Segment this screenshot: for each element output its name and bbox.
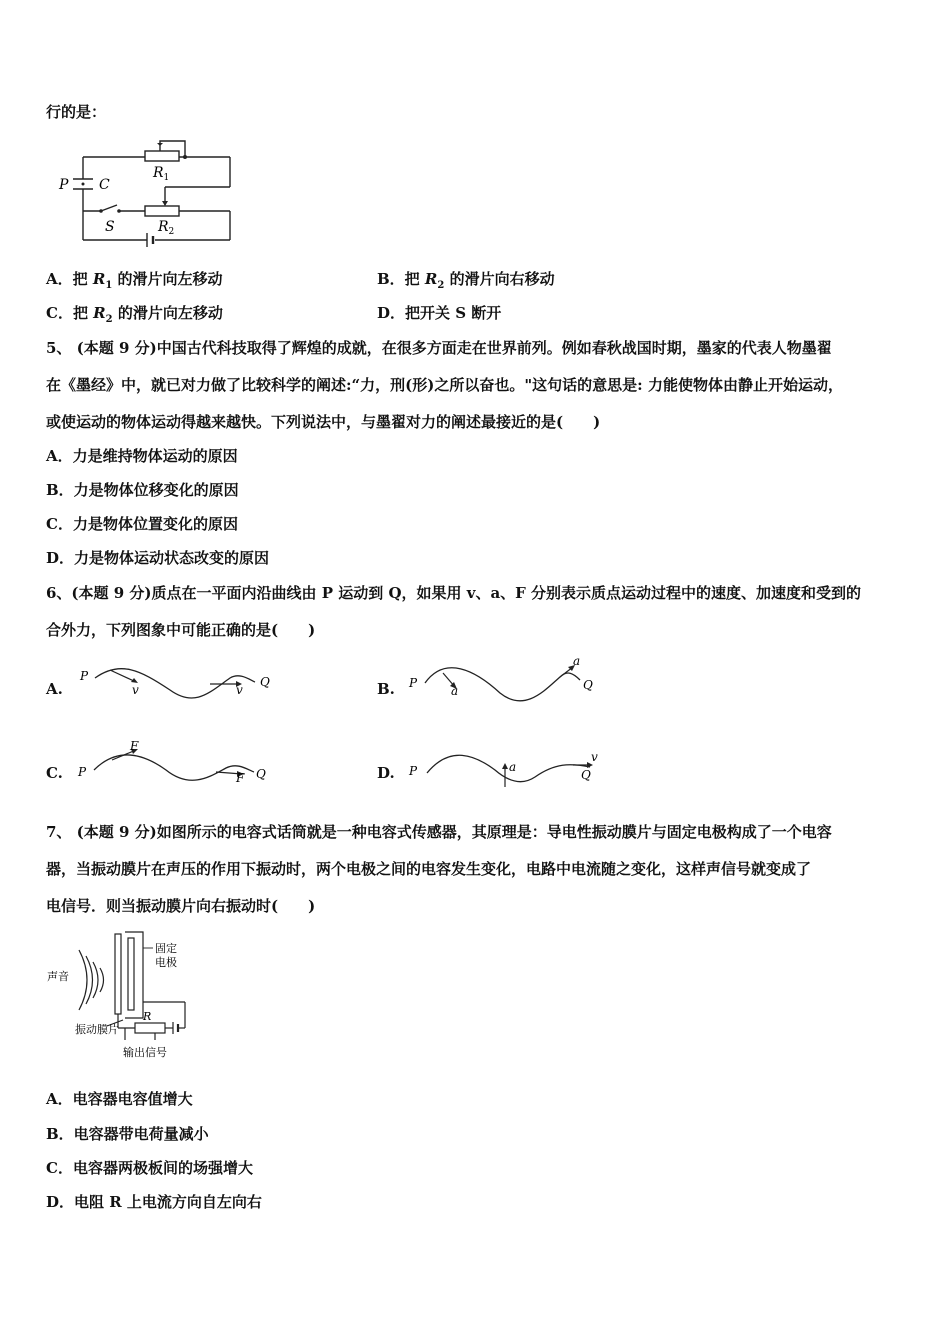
q5-text-line: 或使运动的物体运动得越来越快。下列说法中，与墨翟对力的阐述最接近的是( ) bbox=[46, 413, 601, 431]
label-q: Q bbox=[260, 675, 270, 689]
label-q: Q bbox=[583, 678, 593, 692]
label-q: Q bbox=[581, 768, 591, 782]
q6-text-line: 6、(本题 9 分)质点在一平面内沿曲线由 P 运动到 Q，如果用 v、a、F 分别表示质点运动过程中的速度、加速度和受到的 bbox=[46, 584, 862, 602]
q7-option-a: A．电容器电容值增大 bbox=[46, 1090, 193, 1108]
q5-text-line: 5、 (本题 9 分)中国古代科技取得了辉煌的成就，在很多方面走在世界前列。例如春秋战国时期，墨家的代表人物墨翟 bbox=[46, 339, 832, 357]
q4-circuit-figure bbox=[55, 135, 240, 255]
q5-option-b: B．力是物体位移变化的原因 bbox=[46, 481, 239, 499]
q7-text-line: 电信号．则当振动膜片向右振动时( ) bbox=[46, 897, 316, 915]
label-r2: $R_2$ bbox=[158, 219, 175, 237]
q6-option-a-label: A. bbox=[46, 680, 63, 698]
label-fixed-electrode: 固定 bbox=[155, 942, 177, 955]
label-fixed-electrode: 电极 bbox=[155, 956, 177, 969]
q4-option-d: D．把开关 S 断开 bbox=[377, 304, 502, 322]
label-output: 输出信号 bbox=[123, 1046, 167, 1059]
q5-option-d: D．力是物体运动状态改变的原因 bbox=[46, 549, 270, 567]
label-p: P bbox=[409, 676, 418, 690]
q6-graph-d bbox=[405, 745, 615, 795]
q6-text-line: 合外力，下列图象中可能正确的是( ) bbox=[46, 621, 316, 639]
label-c: C bbox=[99, 177, 110, 193]
label-s: S bbox=[105, 219, 115, 235]
label-f: F bbox=[130, 739, 139, 753]
label-p: P bbox=[80, 669, 89, 683]
label-a: a bbox=[573, 654, 581, 668]
label-p: P bbox=[409, 764, 418, 778]
q5-option-a: A．力是维持物体运动的原因 bbox=[46, 447, 238, 465]
q4-option-a: A．把 $R_1$ 的滑片向左移动 bbox=[46, 270, 223, 291]
label-diaphragm: 振动膜片 bbox=[75, 1023, 119, 1036]
label-v: v bbox=[591, 750, 598, 764]
q6-graph-c bbox=[76, 740, 286, 790]
q7-text-line: 7、 (本题 9 分)如图所示的电容式话筒就是一种电容式传感器，其原理是：导电性振动膜片与固定电极构成了一个电容 bbox=[46, 823, 832, 841]
q5-text-line: 在《墨经》中，就已对力做了比较科学的阐述:“力，刑(形)之所以奋也。"这句话的意思是: 力能使物体由静止开始运动， bbox=[46, 376, 843, 394]
q6-option-d-label: D. bbox=[377, 764, 395, 782]
label-r1: $R_1$ bbox=[153, 165, 170, 183]
intro-line: 行的是： bbox=[46, 103, 107, 121]
q6-graph-a bbox=[80, 660, 280, 705]
q7-microphone-figure bbox=[45, 928, 215, 1063]
label-a: a bbox=[451, 684, 459, 698]
q6-option-b-label: B. bbox=[377, 680, 395, 698]
label-a: a bbox=[509, 760, 517, 774]
q6-option-c-label: C. bbox=[46, 764, 63, 782]
label-f: F bbox=[236, 771, 245, 785]
label-v: v bbox=[236, 683, 243, 697]
q7-option-d: D．电阻 R 上电流方向自左向右 bbox=[46, 1193, 262, 1211]
q5-option-c: C．力是物体位置变化的原因 bbox=[46, 515, 238, 533]
label-sound: 声音 bbox=[47, 970, 69, 983]
label-resistor: R bbox=[143, 1010, 152, 1023]
q7-text-line: 器，当振动膜片在声压的作用下振动时，两个电极之间的电容发生变化，电路中电流随之变化，这样声信号就变成了 bbox=[46, 860, 812, 878]
q6-graph-b bbox=[405, 655, 615, 710]
label-v: v bbox=[132, 683, 139, 697]
label-p: P bbox=[78, 765, 87, 779]
label-p: P bbox=[59, 177, 69, 193]
q4-option-b: B．把 $R_2$ 的滑片向右移动 bbox=[377, 270, 555, 291]
label-q: Q bbox=[256, 767, 266, 781]
q7-option-b: B．电容器带电荷量减小 bbox=[46, 1125, 209, 1143]
q4-option-c: C．把 $R_2$ 的滑片向左移动 bbox=[46, 304, 223, 325]
q7-option-c: C．电容器两极板间的场强增大 bbox=[46, 1159, 253, 1177]
